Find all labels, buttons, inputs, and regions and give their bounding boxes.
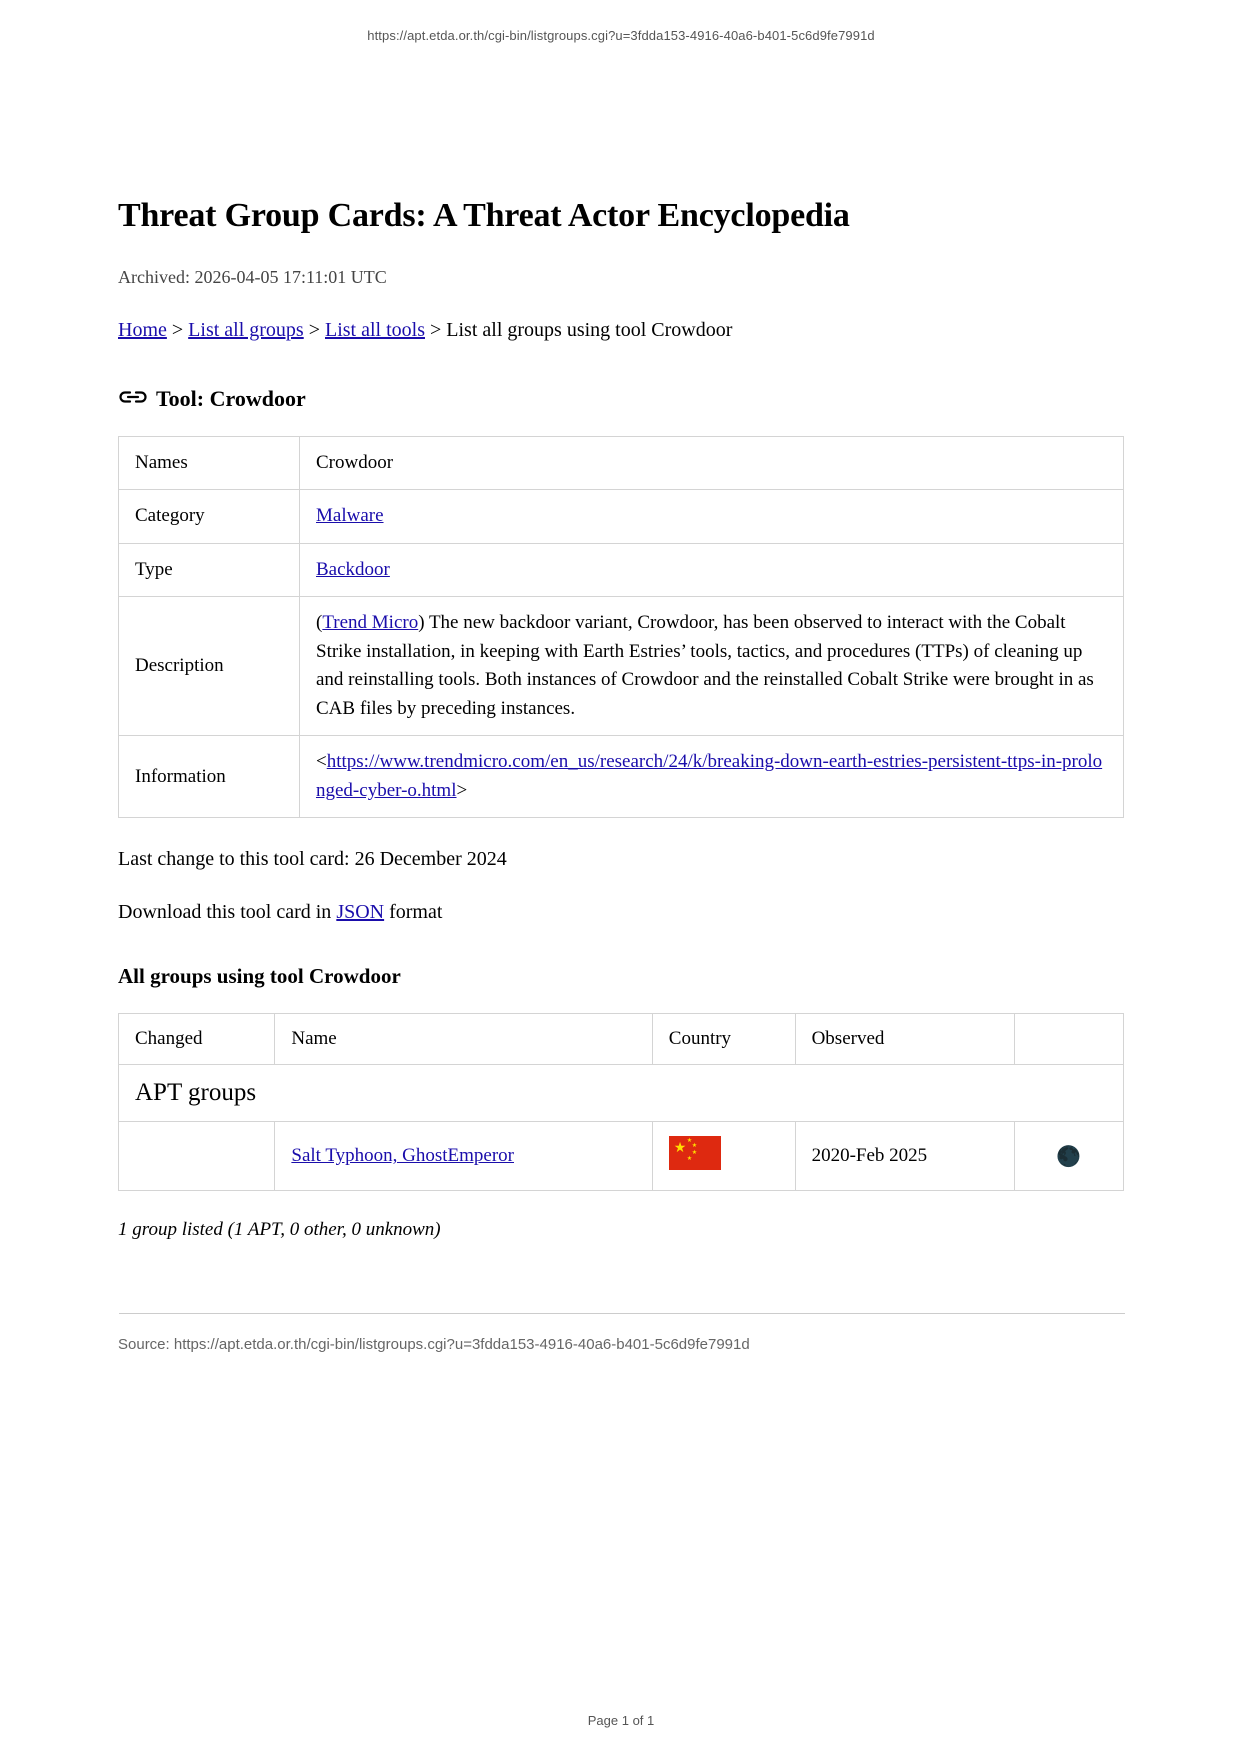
- last-change-text: Last change to this tool card: 26 December 2024: [118, 848, 507, 871]
- link-icon: [118, 386, 148, 408]
- globe-icon[interactable]: 🌑: [1056, 1145, 1082, 1168]
- tool-heading: [118, 386, 1126, 412]
- column-header-country: Country: [652, 1014, 795, 1065]
- groups-table-header-row: [119, 1014, 1124, 1065]
- names-label: Names: [119, 436, 300, 490]
- breadcrumb-link-list-all-tools[interactable]: List all tools: [325, 318, 425, 341]
- download-line: [118, 901, 1126, 924]
- flag-star-large: ★: [673, 1141, 687, 1157]
- row-name-cell: [275, 1122, 652, 1191]
- breadcrumb: [118, 316, 1126, 344]
- information-prefix: <: [316, 751, 327, 773]
- download-prefix: Download this tool card in: [118, 901, 337, 924]
- category-label: Category: [119, 490, 300, 544]
- type-value-cell: [300, 543, 1124, 597]
- information-link[interactable]: https://www.trendmicro.com/en_us/research/24/k/breaking-down-earth-estries-persistent-ttps-in-prolonged-cyber-o.html: [316, 751, 1103, 801]
- breadcrumb-separator-1: >: [166, 318, 189, 341]
- groups-summary: 1 group listed (1 APT, 0 other, 0 unknown): [118, 1219, 441, 1241]
- group-link-salt-typhoon[interactable]: Salt Typhoon, GhostEmperor: [291, 1145, 514, 1167]
- description-text: ) The new backdoor variant, Crowdoor, has been observed to interact with the Cobalt Strike installation, in keeping with Earth Estries’ tools, tactics, and procedures (TTPs) of cleaning up and reinstalling tools. Both instances of Crowdoor and the reinstalled Cobalt Strike were brought in as CAB files by preceding instances.: [316, 612, 1094, 719]
- table-row-information: [119, 736, 1124, 818]
- row-country-cell: [652, 1122, 795, 1191]
- footer-divider: [119, 1313, 1125, 1314]
- description-open-paren: (: [316, 612, 323, 634]
- flag-star-1: ★: [686, 1138, 693, 1145]
- description-value-cell: [300, 597, 1124, 736]
- flag-star-4: ★: [686, 1156, 693, 1163]
- category-link-malware[interactable]: Malware: [316, 505, 384, 527]
- groups-table-section-row: [119, 1065, 1124, 1122]
- row-extra-cell: [1014, 1122, 1124, 1191]
- download-suffix: format: [384, 901, 443, 924]
- table-row-description: [119, 597, 1124, 736]
- table-row-type: [119, 543, 1124, 597]
- row-changed: [119, 1122, 275, 1191]
- column-header-observed: Observed: [795, 1014, 1014, 1065]
- breadcrumb-current: List all groups using tool Crowdoor: [446, 318, 733, 341]
- page-number: Page 1 of 1: [587, 1713, 655, 1728]
- column-header-name: Name: [275, 1014, 652, 1065]
- breadcrumb-separator-3: >: [425, 318, 447, 341]
- breadcrumb-link-list-all-groups[interactable]: List all groups: [188, 318, 304, 341]
- column-header-extra: [1014, 1014, 1124, 1065]
- document-content: [118, 196, 1126, 1353]
- type-label: Type: [119, 543, 300, 597]
- table-row: [119, 1122, 1124, 1191]
- tool-card-table: [118, 436, 1124, 819]
- column-header-changed: Changed: [119, 1014, 275, 1065]
- category-value-cell: [300, 490, 1124, 544]
- groups-table: [118, 1013, 1124, 1191]
- row-observed: 2020-Feb 2025: [795, 1122, 1014, 1191]
- description-label: Description: [119, 597, 300, 736]
- information-suffix: >: [456, 779, 468, 801]
- tool-heading-label: Tool: Crowdoor: [156, 385, 306, 411]
- type-link-backdoor[interactable]: Backdoor: [316, 558, 390, 580]
- table-row-category: [119, 490, 1124, 544]
- table-row-names: [119, 436, 1124, 490]
- source-line: Source: https://apt.etda.or.th/cgi-bin/listgroups.cgi?u=3fdda153-4916-40a6-b401-5c6d9fe7991d: [118, 1336, 750, 1354]
- flag-star-3: ★: [691, 1150, 698, 1157]
- download-json-link[interactable]: JSON: [336, 901, 385, 924]
- flag-star-2: ★: [691, 1143, 698, 1150]
- group-section-label: APT groups: [119, 1065, 1124, 1122]
- groups-section-heading: All groups using tool Crowdoor: [118, 964, 401, 989]
- cn-flag-icon: [669, 1136, 721, 1170]
- header-url: https://apt.etda.or.th/cgi-bin/listgroups.cgi?u=3fdda153-4916-40a6-b401-5c6d9fe7991d: [367, 28, 875, 43]
- information-value-cell: [300, 736, 1124, 818]
- breadcrumb-link-home[interactable]: Home: [118, 318, 167, 341]
- archived-timestamp: Archived: 2026-04-05 17:11:01 UTC: [118, 266, 387, 287]
- information-label: Information: [119, 736, 300, 818]
- breadcrumb-separator-2: >: [303, 318, 325, 341]
- description-source-link[interactable]: Trend Micro: [322, 612, 419, 634]
- names-value: Crowdoor: [300, 436, 1124, 490]
- page-title: Threat Group Cards: A Threat Actor Encyclopedia: [118, 197, 850, 234]
